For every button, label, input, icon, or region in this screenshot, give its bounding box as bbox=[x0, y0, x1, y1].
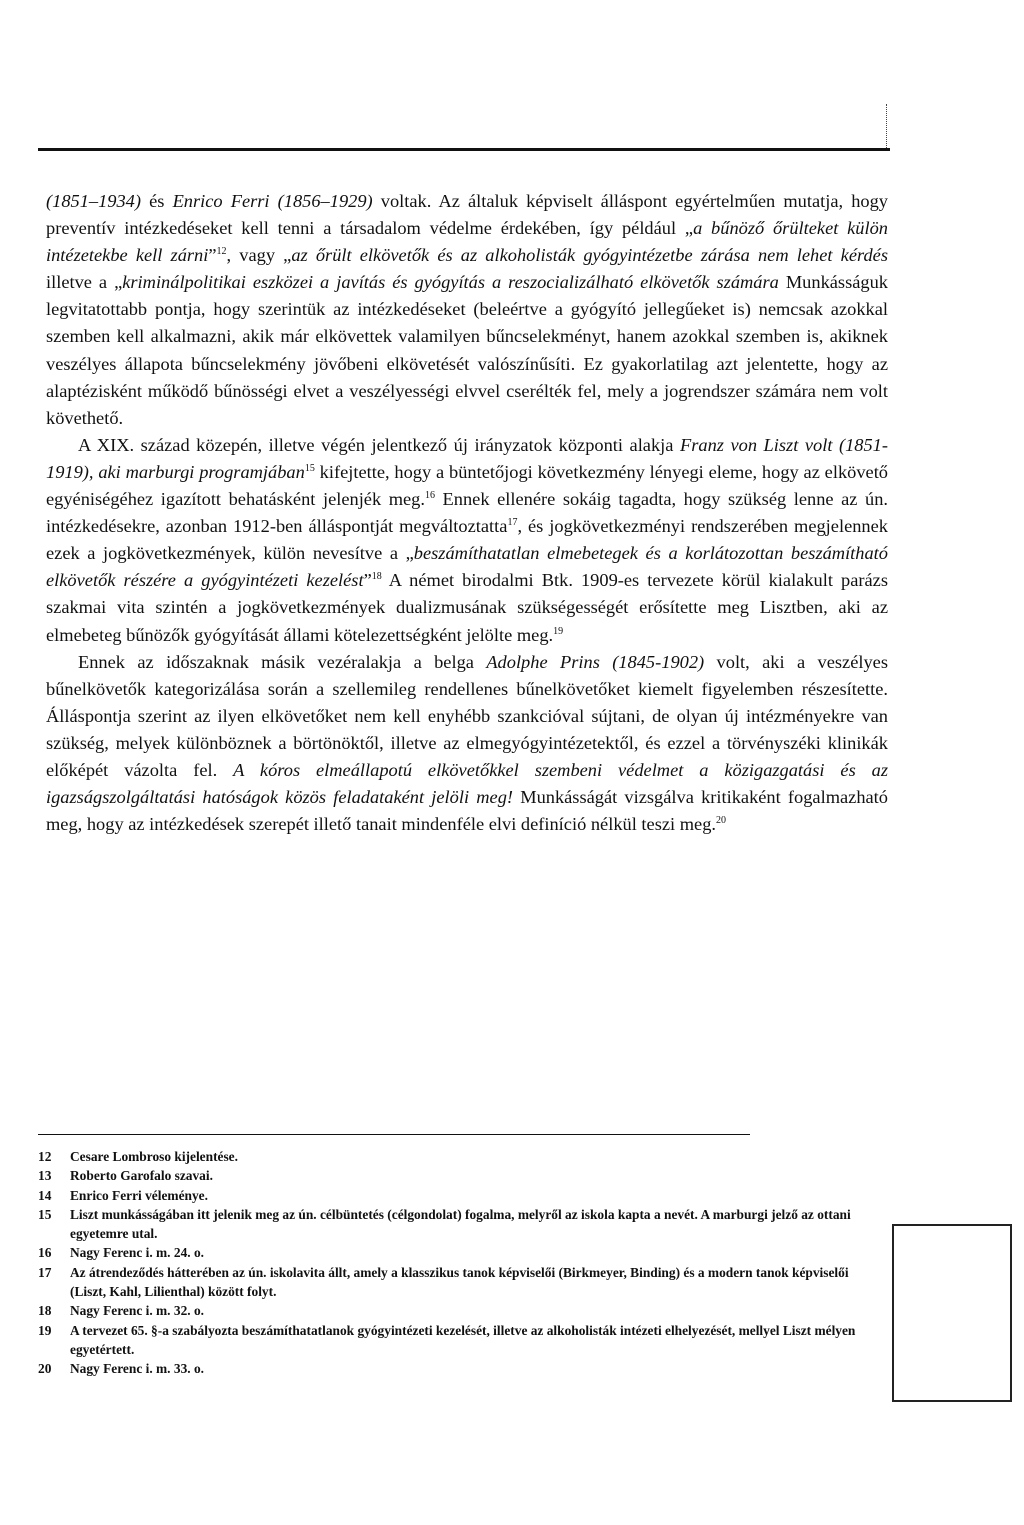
footnote-number: 18 bbox=[38, 1303, 52, 1319]
footnote-text: Enrico Ferri véleménye. bbox=[70, 1187, 208, 1203]
quote-span: kriminálpolitikai eszközei a javítás és gyógyítás a reszocializálható elkövetők számára bbox=[122, 272, 779, 293]
text-span: Ennek ellenére sokáig tagadta, hogy szükség lenne az ún. intézkedésekre, azonban 1912-ben álláspontját megváltoztatta bbox=[46, 489, 889, 537]
footnote-rule bbox=[38, 1134, 750, 1135]
footnote-ref: 16 bbox=[424, 490, 435, 502]
footnote-16 bbox=[38, 1243, 880, 1262]
footnote-number: 14 bbox=[38, 1187, 52, 1203]
paragraph-1 bbox=[46, 188, 888, 432]
text-span: és bbox=[141, 191, 173, 211]
quote-span: az őrült elkövetők és az alkoholisták gyógyintézetbe zárása nem lehet kérdés bbox=[291, 245, 888, 266]
text-span: (1851–1934) bbox=[46, 191, 142, 211]
footnote-ref: 17 bbox=[507, 517, 518, 529]
footnote-text: Cesare Lombroso kijelentése. bbox=[70, 1149, 238, 1164]
footnote-number: 20 bbox=[38, 1361, 52, 1377]
paragraph-2 bbox=[46, 432, 888, 649]
footnotes bbox=[38, 1147, 880, 1379]
footnote-ref: 15 bbox=[304, 462, 315, 474]
footnote-18 bbox=[38, 1301, 880, 1320]
text-span: kifejtette, hogy a büntetőjogi következmény lényegi eleme, hogy az elkövető egyéniségéhez igazított behatásként jelenjék meg. bbox=[46, 461, 888, 510]
footnote-number: 15 bbox=[38, 1206, 52, 1222]
text-span: Enrico Ferri (1856–1929) bbox=[172, 191, 373, 211]
footnote-text: Roberto Garofalo szavai. bbox=[70, 1168, 213, 1184]
text-span: A kóros elmeállapotú elkövetőkkel szembeni védelmet a közigazgatási és az igazságszolgáltatási hatóságok közös feladataként jelöli meg! bbox=[46, 759, 888, 808]
paragraph-3 bbox=[46, 649, 888, 839]
footnote-20 bbox=[38, 1359, 880, 1378]
footnote-text: Nagy Ferenc i. m. 24. o. bbox=[70, 1245, 205, 1261]
text-span: ” bbox=[363, 570, 372, 591]
margin-mark bbox=[886, 104, 887, 150]
footnote-17 bbox=[38, 1263, 880, 1302]
footnote-12 bbox=[38, 1147, 880, 1166]
text-span: Munkásságát vizsgálva kritikaként fogalmazható meg, hogy az intézkedések szerepét illető tanait mindenféle elvi definíció nélkül teszi meg. bbox=[46, 787, 888, 835]
text-span: , és jogkövetkezményi rendszerében megjelennek ezek a jogkövetkezmények, külön nevesítve a „ bbox=[46, 516, 888, 564]
footnote-15 bbox=[38, 1205, 880, 1244]
text-span: , vagy „ bbox=[226, 245, 292, 266]
footnote-text: Nagy Ferenc i. m. 32. o. bbox=[70, 1303, 205, 1319]
text-span: volt, aki a veszélyes bűnelkövetők kategorizálása során a szellemileg rendellenes bűnelkövetőket kiemelt figyelemben részesítette. Álláspontja szerint az ilyen elkövetőket nem kell enyhébb szankcióval sújtani, de olyan új intézményekre van szükség, melyek különböznek a börtönöktől, illetve az elmegyógyintézetektől, és ezzel a törvényszéki klinikák előképét vázolta fel. bbox=[46, 651, 888, 780]
footnote-number: 19 bbox=[38, 1322, 52, 1338]
footnote-ref: 19 bbox=[553, 625, 564, 637]
footnote-text: Nagy Ferenc i. m. 33. o. bbox=[70, 1361, 205, 1377]
quote-span: beszámíthatatlan elmebetegek és a korlátozottan beszámítható elkövetők részére a gyógyintézeti kezelést bbox=[46, 543, 888, 591]
footnote-19 bbox=[38, 1321, 880, 1360]
header-rule bbox=[38, 148, 890, 151]
text-span: illetve a „ bbox=[46, 272, 123, 293]
footnote-14 bbox=[38, 1186, 880, 1205]
text-span: Ennek az időszaknak másik vezéralakja a belga bbox=[78, 651, 487, 672]
text-span: A német birodalmi Btk. 1909-es tervezete körül kialakult parázs szakmai vita szintén a jogkövetkezmények dualizmusának szükségességét erősítette meg Lisztben, aki az elmebeteg bűnözők gyógyítását állami kötelezettségként jelölte meg. bbox=[46, 570, 889, 645]
footnote-ref: 18 bbox=[371, 571, 382, 583]
footnote-ref: 12 bbox=[216, 246, 227, 258]
footnote-text: Az átrendeződés hátterében az ún. iskolavita állt, amely a klasszikus tanok képviselői (Birkmeyer, Binding) és a modern tanok képviselői (Liszt, Kahl, Lilienthal) között folyt. bbox=[70, 1264, 849, 1300]
text-span: ” bbox=[208, 245, 217, 266]
text-span: Munkásságuk legvitatottabb pontja, hogy szerintük az intézkedéseket (beleértve a gyógyító jellegűeket is) nemcsak azokkal szemben kell alkalmazni, akik már elkövettek valamilyen bűncselekményt, hanem azokkal szemben is, akiknek veszélyes állapota bűncselekmény jövőbeni elkövetését valószínűsíti. Ez gyakorlatilag azt jelentette, hogy az alaptézisként működő bűnösségi elvet a veszélyességi elvvel cserélték fel, mely a jogrendszer számára nem volt követhető. bbox=[46, 272, 888, 428]
footnote-text: A tervezet 65. §-a szabályozta beszámíthatatlanok gyógyintézeti kezelését, illetve az alkoholisták intézeti elhelyezését, mellyel Liszt mélyen egyetértett. bbox=[70, 1322, 856, 1357]
footnote-number: 17 bbox=[38, 1264, 52, 1280]
footnote-13 bbox=[38, 1166, 880, 1185]
text-span: A XIX. század közepén, illetve végén jelentkező új irányzatok központi alakja bbox=[78, 434, 680, 455]
footnote-number: 13 bbox=[38, 1168, 52, 1184]
footnote-ref: 20 bbox=[715, 815, 726, 827]
text-span: voltak. Az általuk képviselt álláspont egyértelműen mutatja, hogy preventív intézkedéseket kell tenni a társadalom védelme érdekében, így például „ bbox=[46, 191, 889, 239]
footnote-number: 16 bbox=[38, 1245, 52, 1261]
footnote-text: Liszt munkásságában itt jelenik meg az ún. célbüntetés (célgondolat) fogalma, melyről az iskola kapta a nevét. A marburgi jelző az ottani egyetemre utal. bbox=[70, 1206, 851, 1242]
quote-span: a bűnöző őrülteket külön intézetekbe kell zárni bbox=[46, 218, 888, 266]
footnote-number: 12 bbox=[38, 1149, 52, 1164]
main-text bbox=[46, 188, 888, 838]
margin-box bbox=[892, 1224, 1012, 1402]
text-span: Franz von Liszt volt (1851-1919), aki marburgi programjában bbox=[46, 434, 889, 482]
text-span: Adolphe Prins (1845-1902) bbox=[486, 651, 705, 672]
